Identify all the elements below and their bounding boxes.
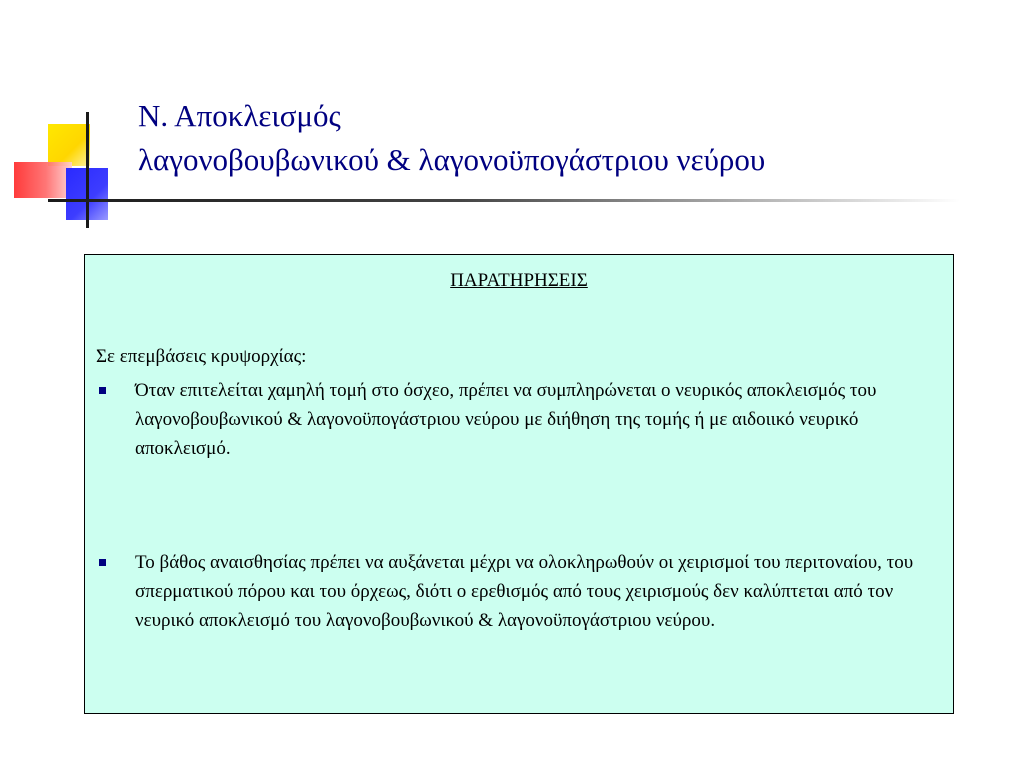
logo-red-square <box>14 162 72 198</box>
list-item-text: Το βάθος αναισθησίας πρέπει να αυξάνεται μέχρι να ολοκληρωθούν οι χειρισμοί του περιτοναίου, του σπερματικού πόρου και του όρχεως, διότι ο ερεθισμός από τους χειρισμούς δεν καλύπτεται από τον νευρικό αποκλεισμό του λαγονοβουβωνικού & λαγονοϋπογάστριου νεύρου. <box>135 552 914 631</box>
list-item-text: Όταν επιτελείται χαμηλή τομή στο όσχεο, πρέπει να συμπληρώνεται ο νευρικός αποκλεισμός του λαγονοβουβωνικού & λαγονοϋπογάστριου νεύρου με διήθηση της τομής ή με αιδοιικό νευρικό αποκλεισμό. <box>135 380 877 459</box>
slide-title-line-2: λαγονοβουβωνικού & λαγονοϋπογάστριου νεύρου <box>138 142 766 177</box>
list-item <box>85 376 933 463</box>
slide-logo-graphic <box>0 0 150 240</box>
notes-intro: Σε επεμβάσεις κρυψορχίας: <box>96 346 307 367</box>
square-bullet-icon <box>85 548 135 635</box>
logo-yellow-square <box>48 124 90 166</box>
logo-vertical-line <box>86 112 89 228</box>
notes-panel <box>84 254 954 714</box>
slide-title-line-1: Ν. Αποκλεισμός <box>138 98 341 133</box>
slide-title <box>138 94 998 182</box>
list-item <box>85 548 933 635</box>
title-underline-rule <box>48 199 960 202</box>
notes-heading: ΠΑΡΑΤΗΡΗΣΕΙΣ <box>450 270 588 291</box>
square-bullet-icon <box>85 376 135 463</box>
